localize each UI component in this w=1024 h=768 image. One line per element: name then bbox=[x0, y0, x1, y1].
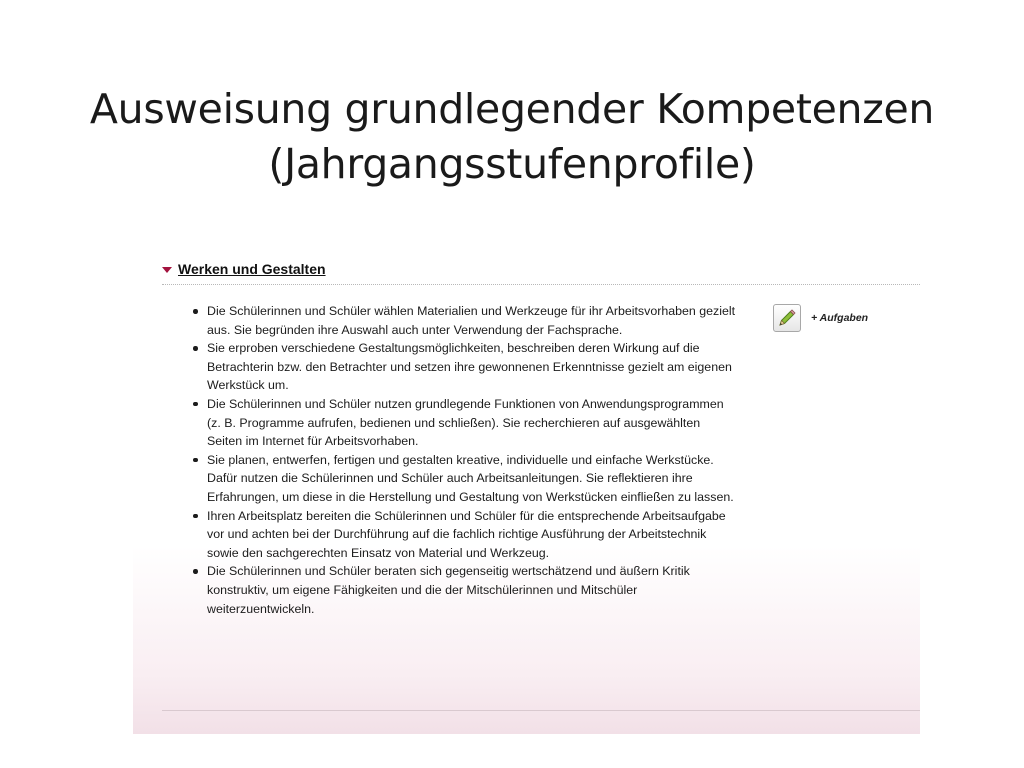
list-item: Sie erproben verschiedene Gestaltungsmöglichkeiten, beschreiben deren Wirkung auf die Betrachterin bzw. den Betrachter und setzen ihre gewonnenen Erkenntnisse gezielt am eigenen Werkstück um. bbox=[191, 339, 736, 395]
section-title-link[interactable]: Werken und Gestalten bbox=[178, 261, 326, 277]
triangle-down-icon[interactable] bbox=[162, 267, 172, 273]
divider bbox=[162, 284, 920, 285]
list-item: Die Schülerinnen und Schüler wählen Materialien und Werkzeuge für ihr Arbeitsvorhaben gezielt aus. Sie begründen ihre Auswahl auch unter Verwendung der Fachsprache. bbox=[191, 302, 736, 339]
slide-title bbox=[0, 82, 1024, 192]
tasks-label[interactable]: + Aufgaben bbox=[811, 312, 869, 324]
list-item: Sie planen, entwerfen, fertigen und gestalten kreative, individuelle und einfache Werkstücke. Dafür nutzen die Schülerinnen und Schüler auch Arbeitsanleitungen. Sie reflektieren ihre Erfahrungen, um diese in die Herstellung und Gestaltung von Werkstücken einfließen zu lassen. bbox=[191, 451, 736, 507]
pencil-icon[interactable] bbox=[773, 304, 801, 332]
list-item: Ihren Arbeitsplatz bereiten die Schülerinnen und Schüler für die entsprechende Arbeitsaufgabe vor und achten bei der Durchführung auf die fachlich richtige Ausführung der Arbeitstechnik sowie den sachgerechten Einsatz von Material und Werkzeug. bbox=[191, 507, 736, 563]
slide-title-line-2: (Jahrgangsstufenprofile) bbox=[268, 140, 756, 188]
section-header[interactable] bbox=[162, 259, 326, 279]
list-item: Die Schülerinnen und Schüler beraten sich gegenseitig wertschätzend und äußern Kritik konstruktiv, um eigene Fähigkeiten und die der Mitschülerinnen und Mitschüler weiterzuentwickeln. bbox=[191, 562, 736, 618]
tasks-link[interactable] bbox=[773, 304, 868, 332]
divider bbox=[162, 710, 920, 711]
competency-list bbox=[191, 302, 736, 618]
slide-title-line-1: Ausweisung grundlegender Kompetenzen bbox=[89, 85, 935, 133]
embedded-screenshot bbox=[133, 240, 920, 734]
list-item: Die Schülerinnen und Schüler nutzen grundlegende Funktionen von Anwendungsprogrammen (z. B. Programme aufrufen, bedienen und schließen). Sie recherchieren auf ausgewählten Seiten im Internet für Arbeitsvorhaben. bbox=[191, 395, 736, 451]
